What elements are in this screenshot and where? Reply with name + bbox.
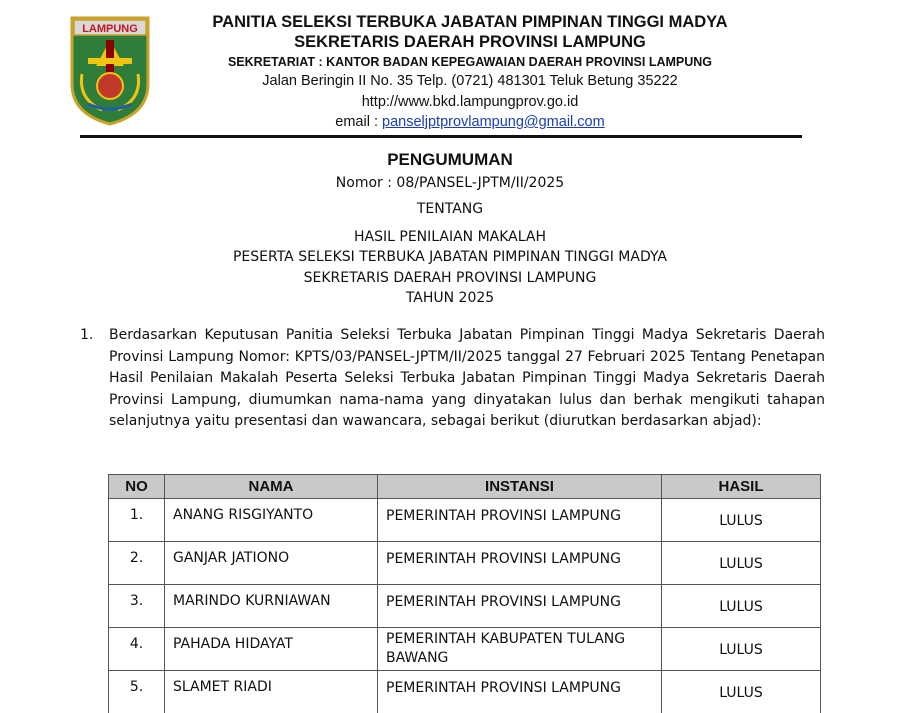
cell-instansi: PEMERINTAH PROVINSI LAMPUNG (378, 671, 662, 713)
results-table (108, 474, 821, 713)
cell-hasil: LULUS (662, 671, 821, 713)
header-hasil: HASIL (662, 475, 821, 499)
announcement-about: TENTANG (416, 201, 484, 217)
svg-text:LAMPUNG: LAMPUNG (82, 23, 138, 35)
cell-instansi: PEMERINTAH PROVINSI LAMPUNG (378, 585, 662, 628)
committee-name: PANITIA SELEKSI TERBUKA JABATAN PIMPINAN TINGGI MADYA (212, 13, 728, 31)
cell-instansi: PEMERINTAH PROVINSI LAMPUNG (378, 499, 662, 542)
table-row (109, 585, 821, 628)
address: Jalan Beringin II No. 35 Telp. (0721) 481301 Teluk Betung 35222 (262, 73, 678, 89)
cell-no: 5. (109, 671, 165, 713)
subject-line: PESERTA SELEKSI TERBUKA JABATAN PIMPINAN TINGGI MADYA (232, 249, 668, 265)
cell-instansi: PEMERINTAH PROVINSI LAMPUNG (378, 542, 662, 585)
paragraph-text: Berdasarkan Keputusan Panitia Seleksi Terbuka Jabatan Pimpinan Tinggi Madya Sekretaris Daerah Provinsi Lampung Nomor: KPTS/03/PANSEL-JPTM/II/2025 tanggal 27 Februari 2025 Tentang Penetapan Hasil Penilaian Makalah Peserta Seleksi Terbuka Jabatan Pimpinan Tinggi Madya Sekretaris Daerah Provinsi Lampung, diumumkan nama-nama yang dinyatakan lulus dan berhak mengikuti tahapan selanjutnya yaitu presentasi dan wawancara, sebagai berikut (diurutkan berdasarkan abjad): (109, 327, 825, 429)
email-label: email : (335, 114, 383, 130)
cell-no: 3. (109, 585, 165, 628)
table-row (109, 542, 821, 585)
lampung-emblem-logo (68, 14, 152, 126)
cell-nama: ANANG RISGIYANTO (165, 499, 378, 542)
cell-hasil: LULUS (662, 499, 821, 542)
table-header-row (109, 475, 821, 499)
letterhead (0, 0, 900, 140)
cell-no: 4. (109, 628, 165, 671)
secretariat: SEKRETARIAT : KANTOR BADAN KEPEGAWAIAN DAERAH PROVINSI LAMPUNG (227, 55, 713, 69)
cell-instansi: PEMERINTAH KABUPATEN TULANG BAWANG (378, 628, 662, 671)
letterhead-text (160, 12, 780, 132)
cell-hasil: LULUS (662, 542, 821, 585)
header-instansi: INSTANSI (378, 475, 662, 499)
cell-nama: PAHADA HIDAYAT (165, 628, 378, 671)
position-name: SEKRETARIS DAERAH PROVINSI LAMPUNG (294, 33, 646, 51)
header-nama: NAMA (165, 475, 378, 499)
email-line (160, 112, 780, 132)
cell-nama: MARINDO KURNIAWAN (165, 585, 378, 628)
cell-no: 2. (109, 542, 165, 585)
subject-line: SEKRETARIS DAERAH PROVINSI LAMPUNG (303, 270, 597, 286)
cell-hasil: LULUS (662, 585, 821, 628)
announcement-number: Nomor : 08/PANSEL-JPTM/II/2025 (335, 175, 565, 191)
cell-nama: SLAMET RIADI (165, 671, 378, 713)
header-no: NO (109, 475, 165, 499)
table-row (109, 628, 821, 671)
subject-line: HASIL PENILAIAN MAKALAH (354, 229, 546, 245)
cell-nama: GANJAR JATIONO (165, 542, 378, 585)
email-link[interactable]: panseljptprovlampung@gmail.com (382, 114, 605, 130)
subject-line: TAHUN 2025 (405, 290, 495, 306)
letterhead-divider (80, 135, 802, 138)
announcement-title: PENGUMUMAN (387, 150, 513, 169)
table-row (109, 671, 821, 713)
table-row (109, 499, 821, 542)
cell-no: 1. (109, 499, 165, 542)
website-link[interactable]: http://www.bkd.lampungprov.go.id (361, 94, 579, 110)
paragraph-number: 1. (80, 327, 94, 343)
cell-hasil: LULUS (662, 628, 821, 671)
body-paragraph (80, 325, 825, 433)
